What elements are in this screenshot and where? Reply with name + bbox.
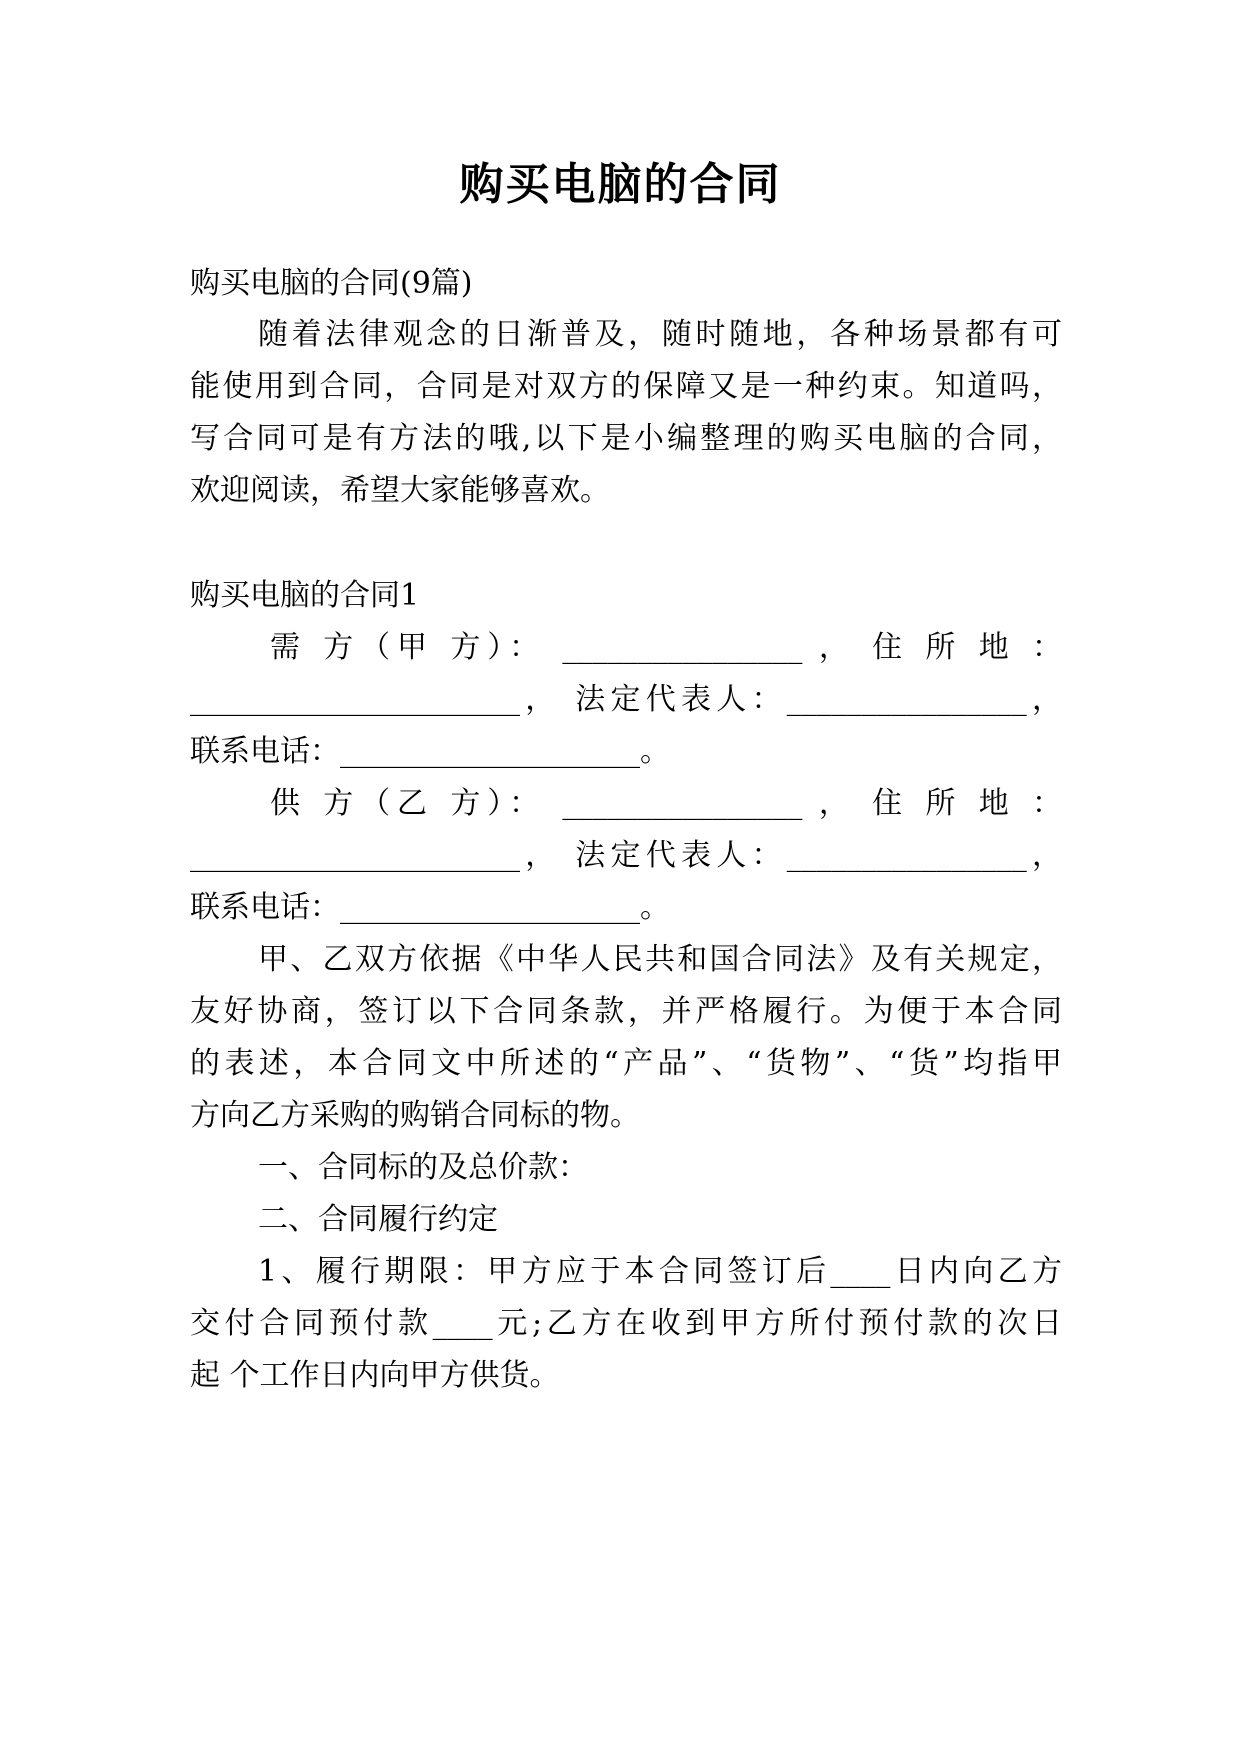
party-b-line-3: 联系电话：____________________。: [190, 890, 670, 925]
clause-1-heading: 一、合同标的及总价款：: [258, 1150, 588, 1185]
party-b-line-2: ______________________， 法定代表人：________________，: [190, 838, 1062, 873]
intro-line-2: 能使用到合同，合同是对双方的保障又是一种约束。知道吗，: [190, 369, 1062, 404]
party-a-line-1: 需 方（甲 方）： ________________ ， 住 所 地 ：: [270, 630, 1062, 665]
party-a-line-3: 联系电话：____________________。: [190, 734, 670, 769]
intro-line-1: 随着法律观念的日渐普及，随时随地，各种场景都有可: [258, 317, 1062, 352]
clause-2-heading: 二、合同履行约定: [258, 1202, 498, 1237]
agreement-line-1: 甲、乙双方依据《中华人民共和国合同法》及有关规定，: [258, 942, 1062, 977]
agreement-line-4: 方向乙方采购的购销合同标的物。: [190, 1098, 640, 1133]
section-heading: 购买电脑的合同1: [190, 578, 420, 613]
document-subtitle: 购买电脑的合同(9篇): [190, 266, 473, 301]
party-a-line-2: ______________________， 法定代表人：________________，: [190, 682, 1062, 717]
intro-line-4: 欢迎阅读，希望大家能够喜欢。: [190, 473, 610, 508]
agreement-line-3: 的表述，本合同文中所述的“产品”、“货物”、“货”均指甲: [190, 1046, 1062, 1081]
clause-2-1-line-3: 起 个工作日内向甲方供货。: [190, 1358, 560, 1393]
clause-2-1-line-2: 交付合同预付款____元;乙方在收到甲方所付预付款的次日: [190, 1306, 1062, 1341]
intro-line-3: 写合同可是有方法的哦,以下是小编整理的购买电脑的合同，: [190, 421, 1062, 456]
clause-2-1-line-1: 1、履行期限：甲方应于本合同签订后____日内向乙方: [258, 1254, 1062, 1289]
agreement-line-2: 友好协商，签订以下合同条款，并严格履行。为便于本合同: [190, 994, 1062, 1029]
party-b-line-1: 供 方（乙 方）： ________________ ， 住 所 地 ：: [270, 786, 1062, 821]
document-title: 购买电脑的合同: [459, 159, 782, 210]
